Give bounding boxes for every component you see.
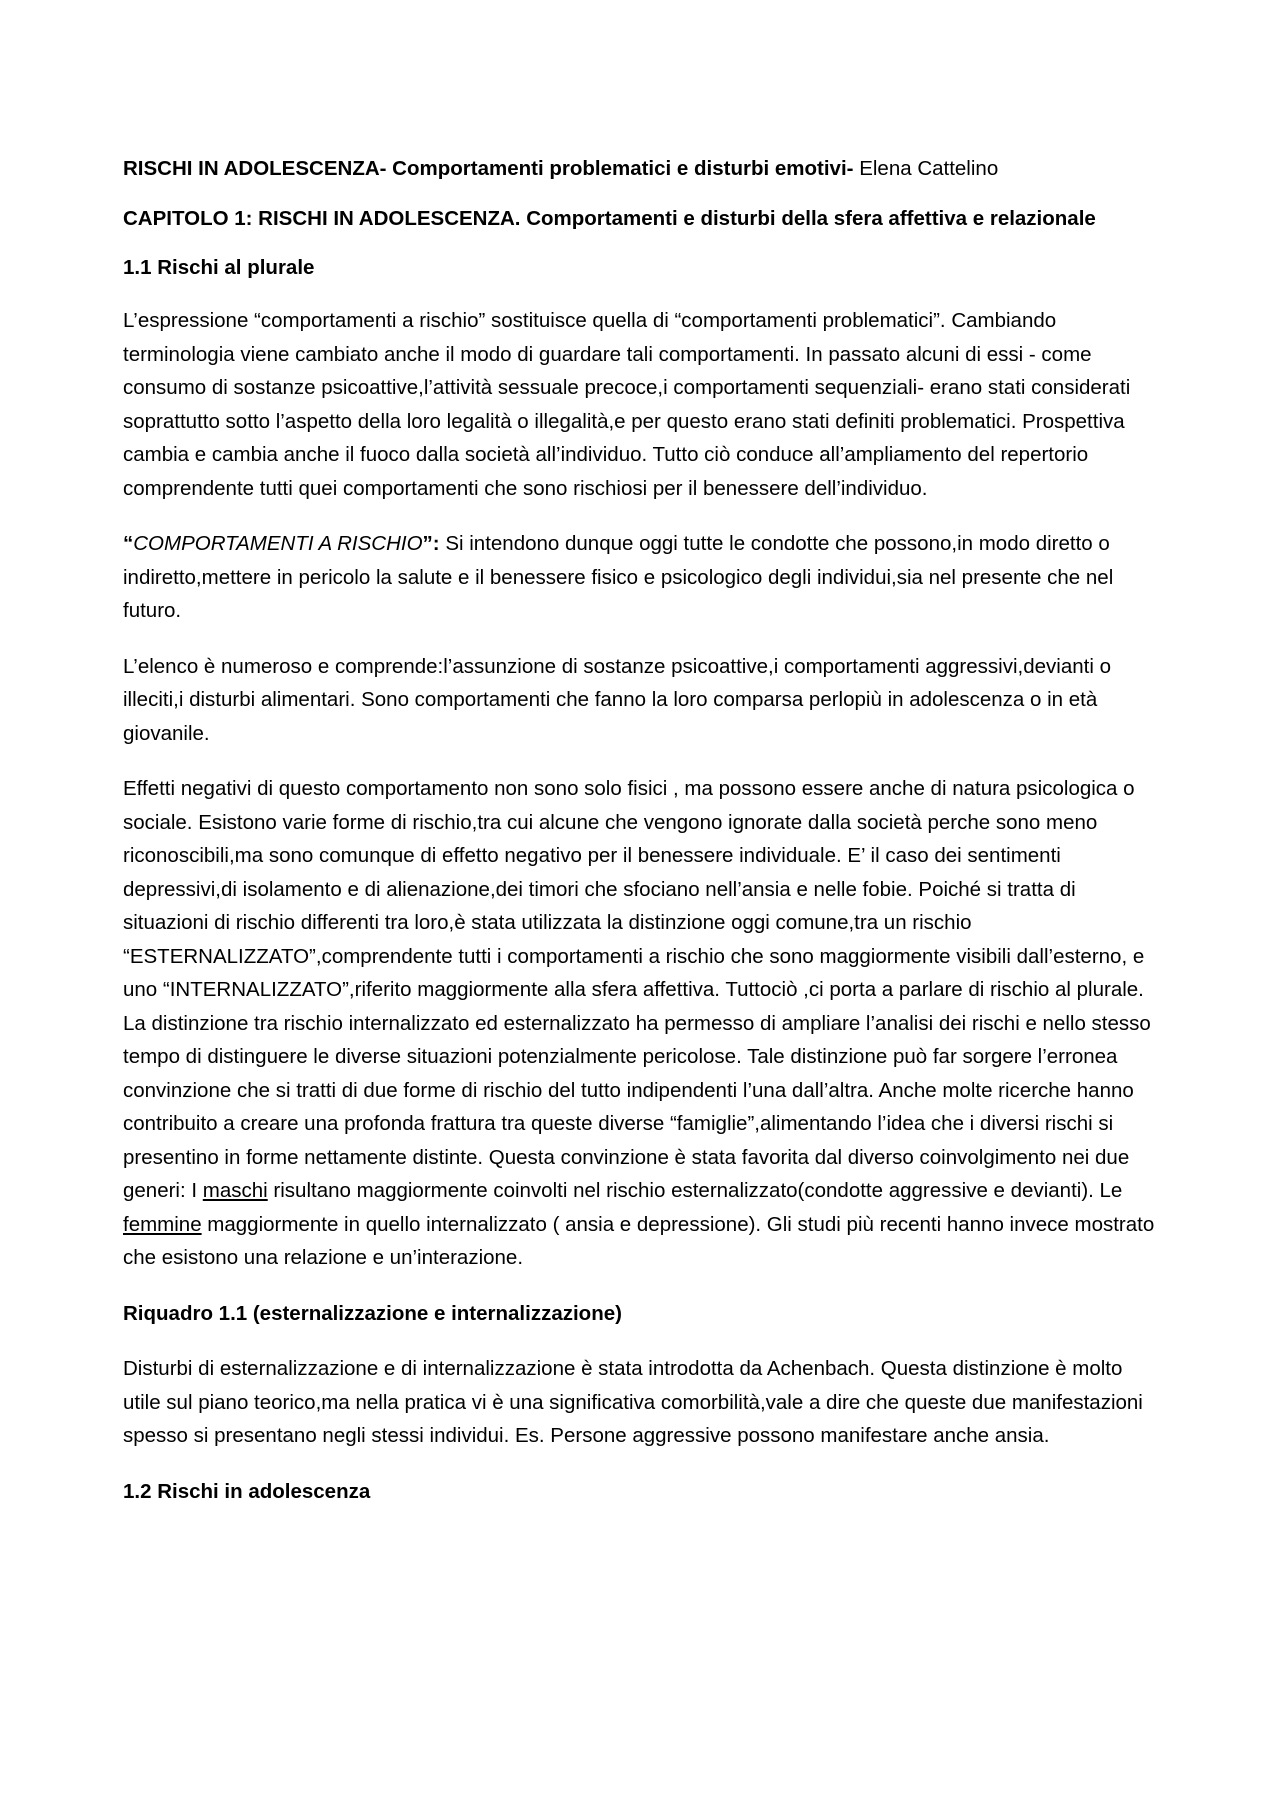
paragraph-3: L’elenco è numeroso e comprende:l’assunzione di sostanze psicoattive,i comportamenti aggressivi,devianti o illeciti,i disturbi alimentari. Sono comportamenti che fanno la loro comparsa perlopiù in adolescenza o in età giovanile. — [123, 654, 1111, 745]
open-quote: “ — [123, 532, 134, 555]
paragraph-1: L’espressione “comportamenti a rischio” sostituisce quella di “comportamenti problematici”. Cambiando terminologia viene cambiato anche il modo di guardare tali comportamenti. In passato alcuni di essi - come consumo di sostanze psicoattive,l’attività sessuale precoce,i comportamenti sequenziali- erano stati considerati soprattutto sotto l’aspetto della loro legalità o illegalità,e per questo erano stati definiti problematici. Prospettiva cambia e cambia anche il fuoco dalla società all’individuo. Tutto ciò conduce all’ampliamento del repertorio comprendente tutti quei comportamenti che sono rischiosi per il benessere dell’individuo. — [123, 309, 1131, 500]
paragraph-2 — [123, 527, 1163, 628]
close-quote: ”: — [422, 532, 440, 555]
title-main: RISCHI IN ADOLESCENZA- Comportamenti problematici e disturbi emotivi- — [123, 157, 854, 180]
document-body — [123, 152, 1163, 1530]
term-comportamenti-a-rischio: COMPORTAMENTI A RISCHIO — [133, 532, 423, 555]
word-maschi: maschi — [202, 1179, 268, 1202]
document-title — [123, 152, 1163, 186]
paragraph-4 — [123, 772, 1163, 1275]
word-femmine: femmine — [123, 1212, 202, 1236]
paragraph-4-part-c: maggiormente in quello internalizzato ( ansia e depressione). Gli studi più recenti hanno invece mostrato che esistono una relazione e un’interazione. — [123, 1212, 1155, 1269]
box-heading: Riquadro 1.1 (esternalizzazione e internalizzazione) — [123, 1301, 622, 1325]
paragraph-4-part-a: Effetti negativi di questo comportamento non sono solo fisici , ma possono essere anche di natura psicologica o sociale. Esistono varie forme di rischio,tra cui alcune che vengono ignorate dalla società perche sono meno riconoscibili,ma sono comunque di effetto negativo per il benessere individuale. E’ il caso dei sentimenti depressivi,di isolamento e di alienazione,dei timori che sfociano nell’ansia e nelle fobie. Poiché si tratta di situazioni di rischio differenti tra loro,è stata utilizzata la distinzione oggi comune,tra un rischio “ESTERNALIZZATO”,comprendente tutti i comportamenti a rischio che sono maggiormente visibili dall’esterno, e uno “INTERNALIZZATO”,riferito maggiormente alla sfera affettiva. Tuttociò ,ci porta a parlare di rischio al plurale. La distinzione tra rischio internalizzato ed esternalizzato ha permesso di ampliare l’analisi dei rischi e nello stesso tempo di distinguere le diverse situazioni potenzialmente pericolose. Tale distinzione può far sorgere l’erronea convinzione che si tratti di due forme di rischio del tutto indipendenti l’una dall’altra. Anche molte ricerche hanno contribuito a creare una profonda frattura tra queste diverse “famiglie”,alimentando l’idea che i diversi rischi si presentino in forme nettamente distinte. Questa convinzione è stata favorita dal diverso coinvolgimento nei due generi: I — [123, 777, 1151, 1202]
title-author: Elena Cattelino — [859, 157, 999, 180]
paragraph-5: Disturbi di esternalizzazione e di internalizzazione è stata introdotta da Achenbach. Questa distinzione è molto utile sul piano teorico,ma nella pratica vi è una significativa comorbilità,vale a dire che queste due manifestazioni spesso si presentano negli stessi individui. Es. Persone aggressive possono manifestare anche ansia. — [123, 1357, 1143, 1447]
section-heading-1-2: 1.2 Rischi in adolescenza — [123, 1479, 371, 1503]
paragraph-2-text: Si intendono dunque oggi tutte le condotte che possono,in modo diretto o indiretto,mettere in pericolo la salute e il benessere fisico e psicologico degli individui,sia nel presente che nel futuro. — [123, 532, 1114, 622]
chapter-heading: CAPITOLO 1: RISCHI IN ADOLESCENZA. Comportamenti e disturbi della sfera affettiva e relazionale — [123, 206, 1096, 230]
paragraph-4-part-b: risultano maggiormente coinvolti nel rischio esternalizzato(condotte aggressive e devianti). Le — [267, 1179, 1123, 1202]
section-heading-1-1: 1.1 Rischi al plurale — [123, 255, 315, 279]
